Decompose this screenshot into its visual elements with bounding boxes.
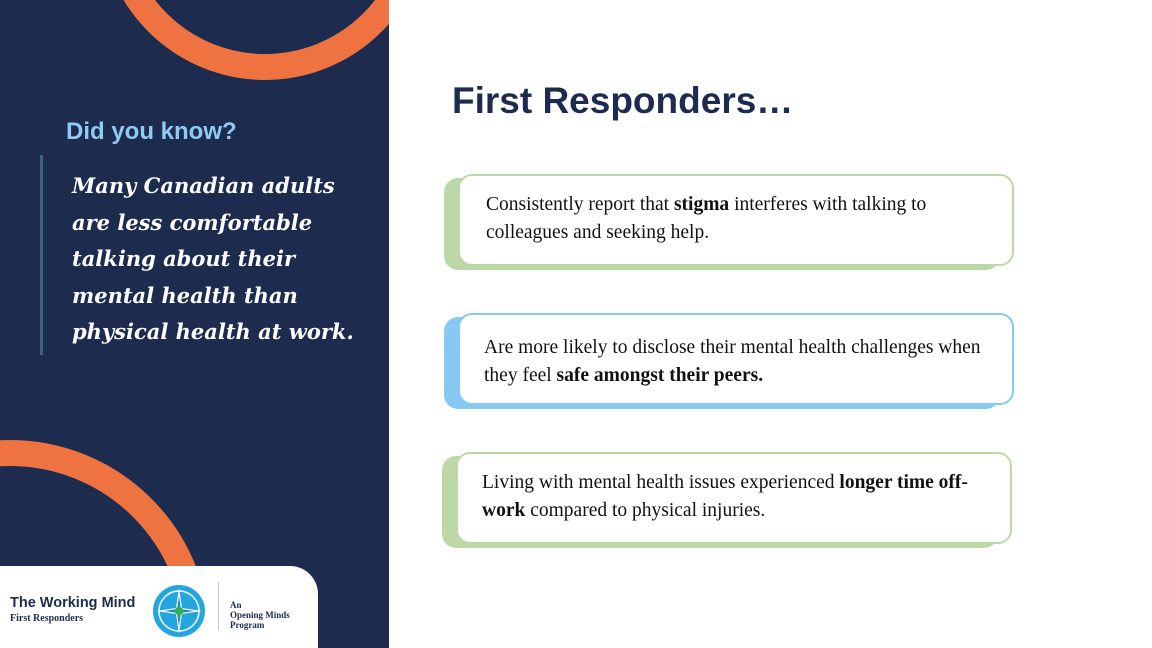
quote-bar [40, 155, 43, 355]
quote-text: Many Canadian adults are less comfortable talking about their mental health than physical health at work. [72, 173, 354, 344]
program-label: An Opening Minds Program [230, 600, 290, 630]
logo-title: The Working Mind [10, 595, 136, 611]
logo-divider [218, 582, 219, 630]
fact-text: Are more likely to disclose their mental health challenges when they feel safe amongst their peers. [484, 337, 981, 386]
compass-maple-leaf-icon [152, 584, 206, 638]
logo-card [0, 566, 318, 648]
fact-text: Living with mental health issues experienced longer time off-work compared to physical injuries. [482, 472, 968, 521]
left-panel [0, 0, 389, 648]
fact-card-peers [444, 313, 1016, 409]
page-title: First Responders… [452, 80, 794, 121]
fact-card-time-off [442, 452, 1014, 548]
fact-card-stigma [444, 174, 1016, 270]
did-you-know-heading: Did you know? [66, 118, 237, 145]
logo-subtitle: First Responders [10, 613, 84, 624]
fact-text: Consistently report that stigma interferes with talking to colleagues and seeking help. [486, 194, 927, 243]
decorative-arc-top [100, 0, 389, 80]
